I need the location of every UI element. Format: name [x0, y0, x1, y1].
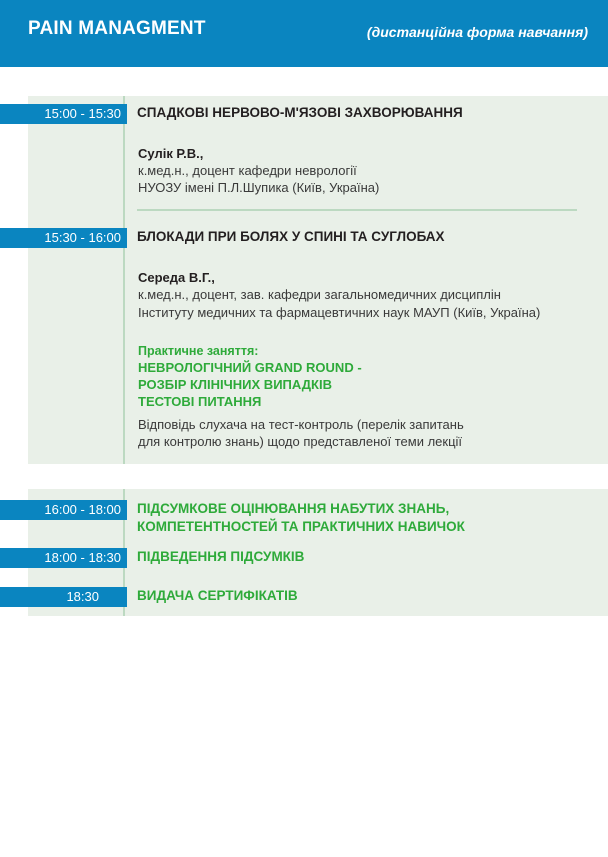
speaker-name: Сулік Р.В.,	[138, 146, 204, 161]
speaker-affiliation: к.мед.н., доцент, зав. кафедри загальномедичних дисциплін	[138, 287, 501, 302]
practical-topic: НЕВРОЛОГІЧНИЙ GRAND ROUND -	[138, 360, 362, 375]
timeline-divider	[123, 96, 125, 464]
time-badge: 15:30 - 16:00	[0, 228, 127, 248]
closing-item-title: ВИДАЧА СЕРТИФІКАТІВ	[137, 588, 298, 603]
closing-item-title: ПІДСУМКОВЕ ОЦІНЮВАННЯ НАБУТИХ ЗНАНЬ,	[137, 501, 450, 516]
speaker-name: Середа В.Г.,	[138, 270, 215, 285]
time-badge: 18:30	[0, 587, 127, 607]
speaker-affiliation: к.мед.н., доцент кафедри неврології	[138, 163, 357, 178]
practical-note: Відповідь слухача на тест-контроль (перелік запитань	[138, 417, 464, 432]
session-title: СПАДКОВІ НЕРВОВО-М'ЯЗОВІ ЗАХВОРЮВАННЯ	[137, 105, 463, 120]
speaker-affiliation: Інституту медичних та фармацевтичних наук МАУП (Київ, Україна)	[138, 305, 541, 320]
closing-item-title: ПІДВЕДЕННЯ ПІДСУМКІВ	[137, 549, 305, 564]
divider	[137, 209, 577, 211]
time-badge: 18:00 - 18:30	[0, 548, 127, 568]
time-badge: 15:00 - 15:30	[0, 104, 127, 124]
header-bar	[0, 0, 608, 67]
closing-item-title: КОМПЕТЕНТНОСТЕЙ ТА ПРАКТИЧНИХ НАВИЧОК	[137, 519, 465, 534]
practical-topic: РОЗБІР КЛІНІЧНИХ ВИПАДКІВ	[138, 377, 332, 392]
page-title: PAIN MANAGMENT	[28, 18, 206, 39]
practical-topic: ТЕСТОВІ ПИТАННЯ	[138, 394, 262, 409]
time-badge: 16:00 - 18:00	[0, 500, 127, 520]
practical-label: Практичне заняття:	[138, 344, 259, 358]
session-title: БЛОКАДИ ПРИ БОЛЯХ У СПИНІ ТА СУГЛОБАХ	[137, 229, 445, 244]
sessions-panel	[28, 96, 608, 464]
page-subtitle: (дистанційна форма навчання)	[366, 24, 588, 40]
practical-note: для контролю знань) щодо представленої теми лекції	[138, 434, 463, 449]
speaker-affiliation: НУОЗУ імені П.Л.Шупика (Київ, Україна)	[138, 180, 380, 195]
